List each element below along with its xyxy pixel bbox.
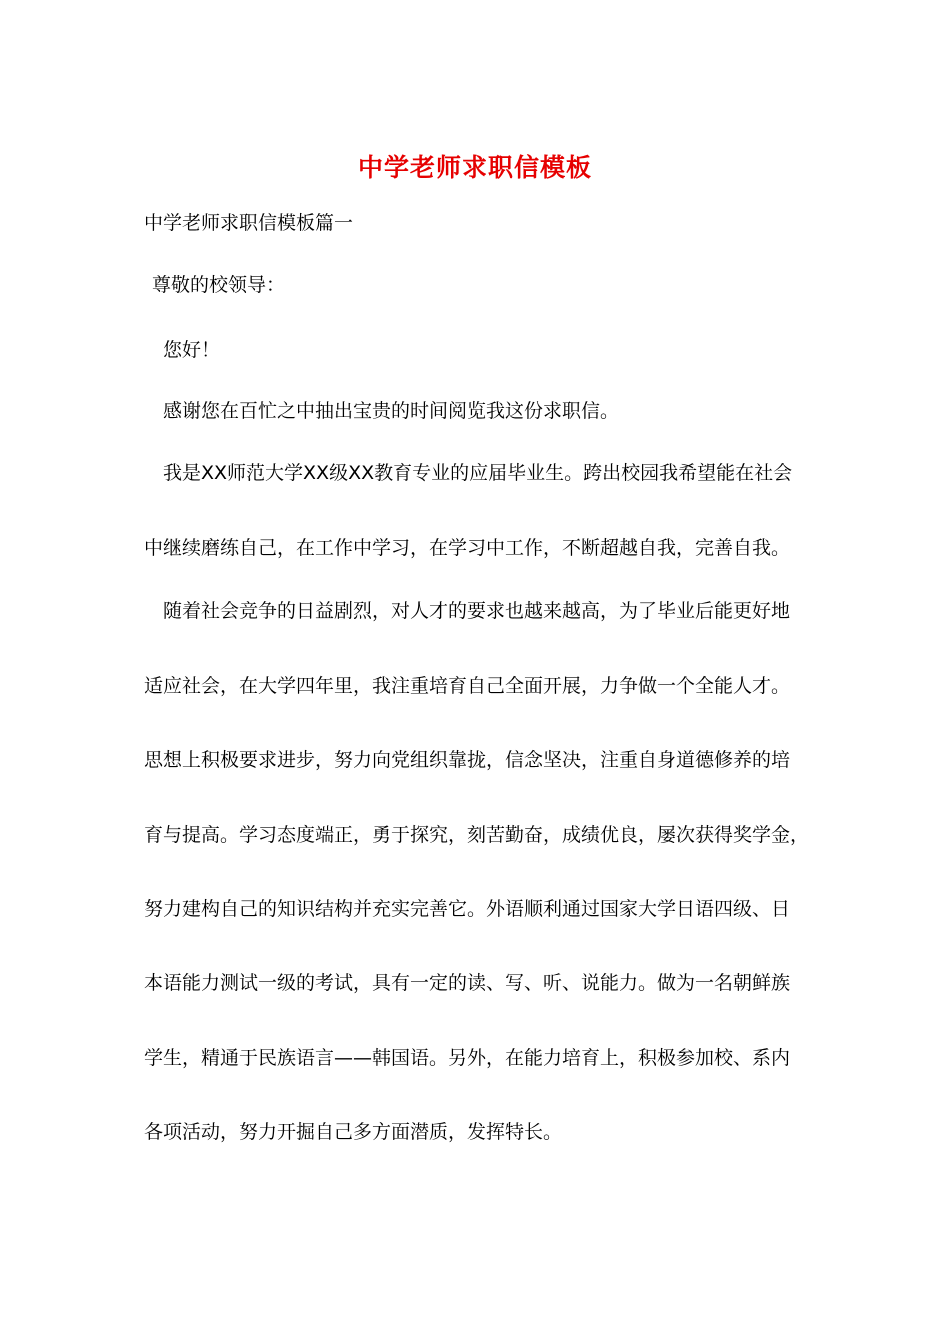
paragraph-line: 我是XX师范大学XX级XX教育专业的应届毕业生。跨出校园我希望能在社会 [163,462,793,484]
paragraph-line: 适应社会，在大学四年里，我注重培育自己全面开展，力争做一个全能人才。 [144,675,791,697]
paragraph-line: 各项活动，努力开掘自己多方面潜质，发挥特长。 [144,1121,563,1143]
paragraph-line: 感谢您在百忙之中抽出宝贵的时间阅览我这份求职信。 [163,400,620,422]
salutation: 尊敬的校领导： [152,274,286,296]
paragraph-line: 育与提高。学习态度端正，勇于探究，刻苦勤奋，成绩优良，屡次获得奖学金， [144,824,810,846]
paragraph-line: 随着社会竞争的日益剧烈，对人才的要求也越来越高，为了毕业后能更好地 [163,600,791,622]
paragraph-line: 中继续磨练自己，在工作中学习，在学习中工作，不断超越自我，完善自我。 [144,537,791,559]
paragraph-line: 努力建构自己的知识结构并充实完善它。外语顺利通过国家大学日语四级、日 [144,898,791,920]
greeting: 您好！ [163,339,221,361]
paragraph-line: 思想上积极要求进步，努力向党组织靠拢，信念坚决，注重自身道德修养的培 [144,749,791,771]
paragraph-line: 学生，精通于民族语言——韩国语。另外，在能力培育上，积极参加校、系内 [144,1047,791,1069]
document-title: 中学老师求职信模板 [357,153,592,182]
paragraph-line: 本语能力测试一级的考试，具有一定的读、写、听、说能力。做为一名朝鲜族 [144,972,791,994]
section-heading: 中学老师求职信模板篇一 [144,212,354,234]
